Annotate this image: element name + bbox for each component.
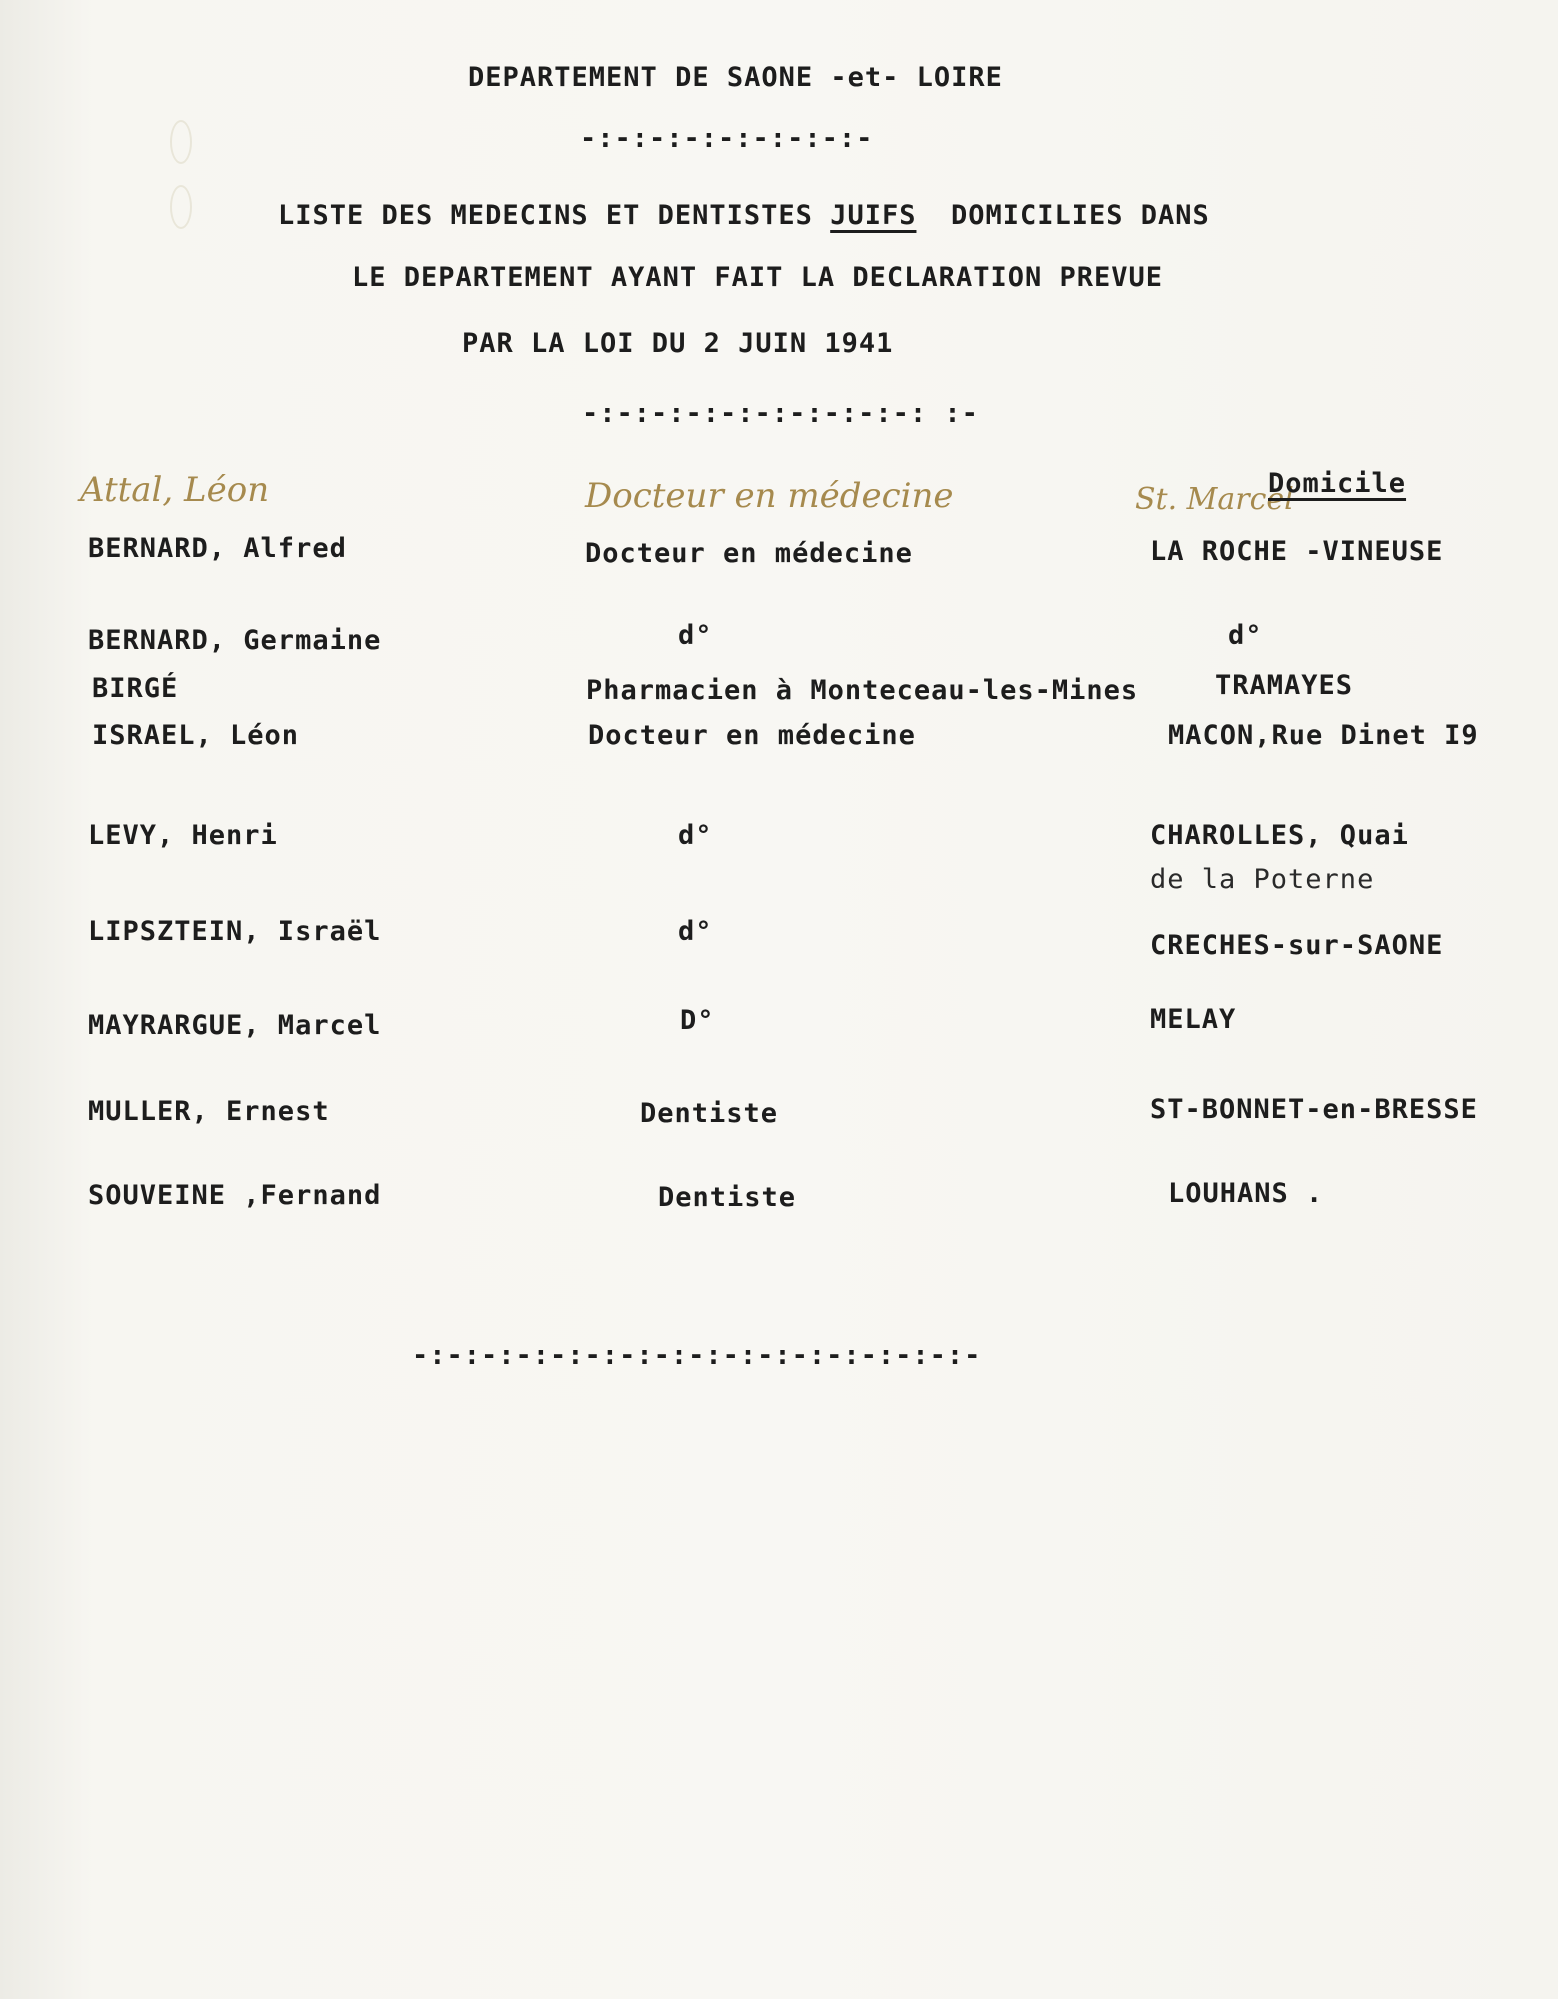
row-profession: Docteur en médecine [588, 720, 916, 751]
row-domicile: ST-BONNET-en-BRESSE [1150, 1094, 1478, 1125]
row-profession: Docteur en médecine [585, 538, 913, 569]
row-domicile: MELAY [1150, 1004, 1237, 1035]
fold-mark [170, 185, 192, 229]
list-title-line-3: PAR LA LOI DU 2 JUIN 1941 [462, 328, 894, 359]
row-profession: d° [678, 916, 713, 947]
row-domicile: CHAROLLES, Quai [1150, 820, 1409, 851]
list-title-part: LISTE DES MEDECINS ET DENTISTES [278, 200, 813, 231]
row-profession: Dentiste [640, 1098, 779, 1129]
domicile-column-header: Domicile [1268, 468, 1407, 499]
separator: -:-:-:-:-:-:-:-:-:-:-:-:-:-:-:-:- [412, 1340, 982, 1371]
row-name: LIPSZTEIN, Israël [88, 916, 382, 947]
department-title: DEPARTEMENT DE SAONE -et- LOIRE [468, 62, 1003, 93]
row-profession: D° [680, 1005, 715, 1036]
row-name: SOUVEINE ,Fernand [88, 1180, 382, 1211]
separator: -:-:-:-:-:-:-:-:- [580, 123, 874, 154]
row-domicile: CRECHES-sur-SAONE [1150, 930, 1444, 961]
list-title-part: DOMICILIES DANS [950, 200, 1210, 231]
row-name: ISRAEL, Léon [92, 720, 300, 751]
row-name: LEVY, Henri [88, 820, 278, 851]
row-profession: d° [678, 620, 713, 651]
row-name: MAYRARGUE, Marcel [88, 1010, 382, 1041]
row-profession: Dentiste [658, 1182, 797, 1213]
row-domicile: LOUHANS . [1168, 1178, 1324, 1209]
row-domicile: MACON,Rue Dinet I9 [1168, 720, 1479, 751]
row-domicile: d° [1228, 620, 1263, 651]
handwritten-profession: Docteur en médecine [585, 476, 954, 516]
list-title-line-1 [278, 200, 1210, 231]
row-name: BIRGÉ [92, 673, 179, 704]
list-title-line-2: LE DEPARTEMENT AYANT FAIT LA DECLARATION PREVUE [352, 262, 1164, 293]
row-name: MULLER, Ernest [88, 1096, 330, 1127]
row-profession: d° [678, 820, 713, 851]
row-domicile: LA ROCHE -VINEUSE [1150, 536, 1444, 567]
row-profession: Pharmacien à Monteceau-les-Mines [586, 675, 1139, 706]
row-name: BERNARD, Alfred [88, 533, 347, 564]
fold-mark [170, 120, 192, 164]
row-domicile: TRAMAYES [1215, 670, 1354, 701]
row-domicile-line-2: de la Poterne [1150, 864, 1375, 895]
handwritten-name: Attal, Léon [80, 470, 270, 510]
handwritten-domicile: St. Marcel [1135, 482, 1294, 517]
list-title-emphasis: JUIFS [830, 200, 917, 231]
row-name: BERNARD, Germaine [88, 625, 382, 656]
separator: -:-:-:-:-:-:-:-:-:-: :- [582, 398, 979, 429]
